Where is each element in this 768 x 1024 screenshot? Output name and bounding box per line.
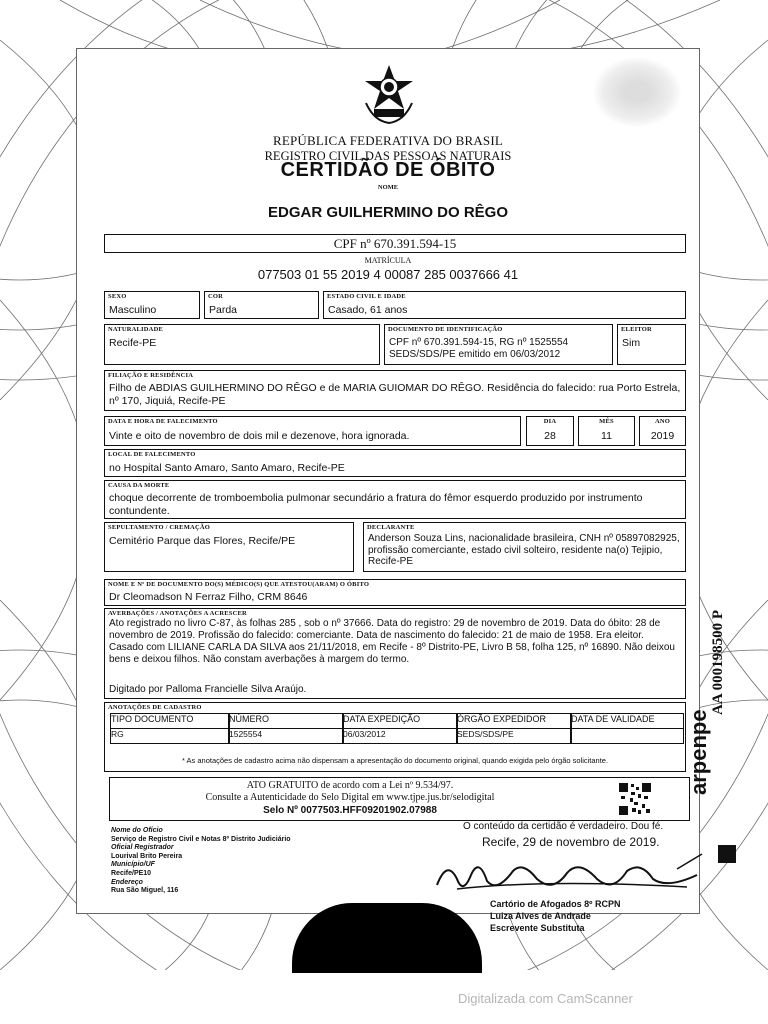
eleitor-value: Sim (622, 337, 641, 349)
mes-label: MÊS (599, 418, 614, 425)
selo-line3: Selo Nº 0077503.HFF09201902.07988 (263, 805, 437, 816)
side-brand: arpenpe (686, 709, 711, 795)
certificate-paper (76, 48, 700, 933)
cadastro-label: ANOTAÇÕES DE CADASTRO (108, 704, 202, 711)
declarante-value: Anderson Souza Lins, nacionalidade brasileira, CNH nº 05897082925, profissão comerciante, estado civil solteiro, residente na(o) Tejipio, Recife-PE (368, 533, 680, 567)
office-label-municipio: Município/UF (111, 861, 155, 869)
sexo-value: Masculino (109, 304, 157, 316)
cadastro-header-tipo: TIPO DOCUMENTO (110, 713, 230, 729)
local-value: no Hospital Santo Amaro, Santo Amaro, Recife-PE (109, 462, 345, 474)
signature-role: Escrevente Substituta (490, 923, 585, 933)
cadastro-cell-numero: 1525554 (228, 728, 344, 744)
office-label-endereco: Endereço (111, 878, 143, 886)
office-nome: Serviço de Registro Civil e Notas 8º Distrito Judiciário (111, 835, 291, 843)
naturalidade-label: NATURALIDADE (108, 326, 164, 333)
local-box (104, 449, 686, 477)
cpf-box (104, 234, 686, 253)
side-serial: AA 000198500 P (710, 610, 726, 715)
selo-line2: Consulte a Autenticidade do Selo Digital em www.tjpe.jus.br/selodigital (205, 792, 495, 803)
closing-date: Recife, 29 de novembro de 2019. (482, 835, 660, 849)
digitado-value: Digitado por Palloma Francielle Silva Araújo. (109, 684, 307, 695)
camscanner-footer: Digitalizada com CamScanner (458, 991, 633, 1006)
selo-box (109, 777, 690, 821)
veracidade-text: O conteúdo da certidão é verdadeiro. Dou fé. (463, 821, 664, 832)
office-label-oficial: Oficial Registrador (111, 844, 174, 852)
redaction-blob (292, 903, 482, 973)
side-brand-wrap (686, 709, 726, 795)
dia-box (526, 416, 574, 446)
matricula-value: 077503 01 55 2019 4 00087 285 0037666 41 (257, 267, 519, 282)
office-endereco: Rua São Miguel, 116 (111, 887, 179, 895)
sepultamento-label: SEPULTAMENTO / CREMAÇÃO (108, 524, 210, 531)
sexo-label: SEXO (108, 293, 127, 300)
naturalidade-value: Recife-PE (109, 337, 157, 349)
mes-box (578, 416, 635, 446)
coat-of-arms-icon (360, 63, 418, 125)
data-hora-label: DATA E HORA DE FALECIMENTO (108, 418, 218, 425)
office-municipio: Recife/PE10 (111, 869, 152, 877)
averbacoes-value: Ato registrado no livro C-87, às folhas 285 , sob o nº 37666. Data do registro: 29 de novembro de 2019. Data do óbito: 28 de novembro de 2019. Profissão do falecido: comerciante. Data de nascimento do falecido: 21 de maio de 1958. Era eleitor. Casado com LILIANE CARLA DA SILVA aos 21/11/2018, em Recife - 8º Distrito-PE, Livro B 58, folha 125, nº 16890. Não deixou bens e deixou filhos. Não constam averbações à margem do termo. (109, 618, 675, 665)
declarante-box (363, 522, 686, 572)
filiacao-box (104, 370, 686, 411)
name-label: NOME (377, 184, 399, 191)
cadastro-cell-tipo: RG (110, 728, 230, 744)
cor-label: COR (208, 293, 224, 300)
documento-label: DOCUMENTO DE IDENTIFICAÇÃO (388, 326, 503, 333)
filiacao-value: Filho de ABDIAS GUILHERMINO DO RÊGO e de MARIA GUIOMAR DO RÊGO. Residência do falecido: rua Porto Estrela, nº 170, Jiquiá, Recife-PE (109, 382, 681, 407)
local-label: LOCAL DE FALECIMENTO (108, 451, 196, 458)
certificate-title: CERTIDÃO DE ÓBITO (280, 159, 496, 181)
documento-line1: CPF nº 670.391.594-15, RG nº 1525554 (389, 337, 569, 348)
ano-label: ANO (654, 418, 671, 425)
data-hora-value: Vinte e oito de novembro de dois mil e dezenove, hora ignorada. (109, 430, 410, 442)
filiacao-label: FILIAÇÃO E RESIDÊNCIA (108, 372, 194, 379)
documento-box (384, 324, 613, 365)
cadastro-header-data: DATA EXPEDIÇÃO (342, 713, 458, 729)
estado-civil-box (323, 291, 686, 319)
ano-box (639, 416, 686, 446)
qr-code-icon (618, 782, 652, 816)
signature-office: Cartório de Afogados 8º RCPN (490, 899, 621, 909)
eleitor-box (617, 324, 686, 365)
cadastro-note: * As anotações de cadastro acima não dispensam a apresentação do documento original, quando exigida pelo órgão solicitante. (181, 756, 609, 765)
republic-heading: REPÚBLICA FEDERATIVA DO BRASIL (272, 133, 504, 148)
registry-heading: REGISTRO CIVIL DAS PESSOAS NATURAIS (264, 149, 512, 163)
sexo-box (104, 291, 200, 319)
cadastro-header-numero: NÚMERO (228, 713, 344, 729)
side-logo-icon (718, 845, 736, 863)
medico-box (104, 579, 686, 606)
sepultamento-box (104, 522, 354, 572)
selo-line1: ATO GRATUITO de acordo com a Lei nº 9.534/97. (246, 780, 454, 791)
office-label-nome: Nome do Ofício (111, 827, 163, 834)
cadastro-table (110, 713, 684, 743)
cor-box (204, 291, 319, 319)
averbacoes-label: AVERBAÇÕES / ANOTAÇÕES A ACRESCER (108, 610, 247, 617)
deceased-name: EDGAR GUILHERMINO DO RÊGO (267, 204, 508, 221)
office-block (111, 827, 291, 896)
dia-value: 28 (544, 430, 556, 442)
documento-line2: SEDS/SDS/PE emitido em 06/03/2012 (389, 349, 561, 360)
eleitor-label: ELEITOR (621, 326, 652, 333)
data-hora-box (104, 416, 521, 446)
signature-name: Luiza Alves de Andrade (490, 911, 591, 921)
estado-civil-value: Casado, 61 anos (328, 304, 408, 316)
causa-box (104, 480, 686, 519)
cpf-value: CPF nº 670.391.594-15 (333, 236, 457, 251)
office-oficial: Lourival Brito Pereira (111, 852, 183, 860)
cadastro-header-validade: DATA DE VALIDADE (570, 713, 684, 729)
averbacoes-box (104, 608, 686, 699)
cor-value: Parda (209, 304, 238, 316)
cadastro-cell-data: 06/03/2012 (342, 728, 458, 744)
estado-civil-label: ESTADO CIVIL E IDADE (327, 293, 406, 300)
signature-icon (427, 849, 707, 899)
cadastro-cell-validade (570, 728, 684, 744)
causa-label: CAUSA DA MORTE (108, 482, 170, 489)
medico-value: Dr Cleomadson N Ferraz Filho, CRM 8646 (109, 591, 308, 603)
sepultamento-value: Cemitério Parque das Flores, Recife/PE (109, 535, 296, 547)
cadastro-cell-orgao: SEDS/SDS/PE (456, 728, 572, 744)
cadastro-box (104, 702, 686, 772)
matricula-label: MATRÍCULA (364, 256, 412, 265)
mes-value: 11 (601, 430, 612, 442)
cadastro-header-orgao: ÓRGÃO EXPEDIDOR (456, 713, 572, 729)
medico-label: NOME E Nº DE DOCUMENTO DO(S) MÉDICO(S) QUE ATESTOU(ARAM) O ÓBITO (108, 581, 370, 588)
ano-value: 2019 (650, 430, 675, 442)
dia-label: DIA (543, 418, 557, 425)
declarante-label: DECLARANTE (367, 524, 415, 531)
naturalidade-box (104, 324, 380, 365)
paper-stain (593, 57, 681, 127)
causa-value: choque decorrente de tromboembolia pulmonar secundário a fratura do fêmor esquerdo produzido por instrumento contundente. (109, 492, 643, 517)
